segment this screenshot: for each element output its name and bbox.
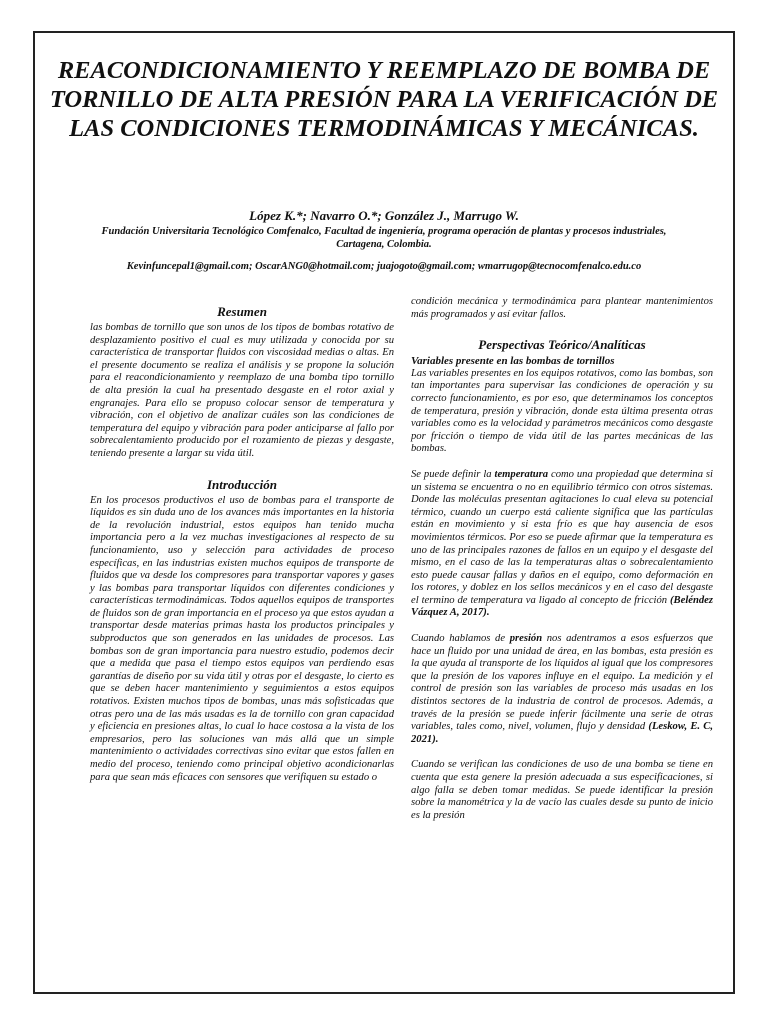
paragraph-temperatura <box>411 469 713 620</box>
perspectivas-heading: Perspectivas Teórico/Analíticas <box>478 337 646 353</box>
citation: (Leskow, E. C, 2021). <box>411 721 713 745</box>
text-span: como una propiedad que determina si un sistema se encuentra o no en equilibrio térmico con otros sistemas. Donde las moléculas presentan agitaciones lo cual eleva su potencial térmico, cuando un cuerpo está caliente significa que las partículas están en movimiento y si esta frío es que hay ausencia de esos movimientos térmicos. Por eso se puede afirmar que la temperatura es uno de las principales razones de fallos en un equipo y el desgaste del mismo, en el caso de las la temperaturas altas o sobrecalentamiento esto puede causar fallas y daños en el equipo, como deformación en los rotores, y doblez en los sellos mecánicos y en el caso del desgaste el termino de temperatura va ligado al concepto de fricción <box>411 468 713 606</box>
right-column <box>411 296 713 822</box>
text-span: Se puede definir la <box>411 468 495 480</box>
paragraph-presion <box>411 633 713 746</box>
left-column <box>90 304 394 784</box>
authors: López K.*; Navarro O.*; González J., Marrugo W. <box>249 208 519 223</box>
citation: (Beléndez Vázquez A, 2017). <box>411 594 713 619</box>
term-presion: presión <box>509 633 543 645</box>
author-emails: Kevinfuncepal1@gmail.com; OscarANG0@hotmail.com; juajogoto@gmail.com; wmarrugop@tecnocomfenalco.edu.co <box>126 261 642 272</box>
affiliation: Fundación Universitaria Tecnológico Comfenalco, Facultad de ingeniería, programa operación de plantas y procesos industriales, Cartagena, Colombia. <box>101 226 667 250</box>
text-span: nos adentramos a esos esfuerzos que hace un fluido por una unidad de área, en las bombas, esta presión es la que ayuda al transporte de los líquidos al igual que los compresores que la presión de los vapores influye en el equipo. La medición y el control de presión son las variables de proceso más usadas en los distintos sectores de la industria de control de procesos. Además, a través de la presión se puede inferir fácilmente una serie de otras variables, tales como, nivel, volumen, flujo y densidad <box>411 633 713 733</box>
variables-subheading: Variables presente en las bombas de tornillos <box>411 355 615 368</box>
paper-title: REACONDICIONAMIENTO Y REEMPLAZO DE BOMBA DE TORNILLO DE ALTA PRESIÓN PARA LA VERIFICACIÓN DE LAS CONDICIONES TERMODINÁMICAS Y MECÁNICAS. <box>49 57 719 142</box>
paragraph-variables: Las variables presentes en los equipos rotativos, como las bombas, son tan importantes para supervisar las condiciones de operación y su correcto funcionamiento, es por eso, que determinamos los conceptos de temperatura, presión y vibración, donde esta última presenta otras variables como es la velocidad y parámetros mecánicos como desgaste por fricción o tiempo de vida útil de las partes mecánicas de las bombas. <box>411 367 713 455</box>
text-span: Cuando hablamos de <box>411 633 510 645</box>
continuation-text: condición mecánica y termodinámica para plantear mantenimientos más programados y así evitar fallos. <box>411 296 713 320</box>
introduccion-text: En los procesos productivos el uso de bombas para el transporte de líquidos es sin duda uno de los avances más importantes en la historia de la revolución industrial, estos equipos han tenido mucha importancia pero a la vez muchas investigaciones al respecto de su funcionamiento, uso y selección para actividades de proceso específicas, en las industrias existen muchos equipos de transporte de fluidos que va desde los compresores para transportar vapores y gases y las bombas para transportar líquidos con diferentes condiciones y características termodinámicas. Todos aquellos equipos de transportes de fluidos son de gran importancia en el proceso ya que estos ayudan a transportar desde materias primas hasta los productos principales y subproductos que son generados en las unidades de procesos. Las bombas son de gran importancia para nuestro estudio, podemos decir que a medida que pasa el tiempo estos equipos van perdiendo esas garantías de diseño por su vida útil y otras por el desgaste, lo cierto es que se deben hacer mantenimiento y seguimientos a estos equipos rotativos. Existen muchos tipos de bombas, unas más sofisticadas que otras pero una de las más usadas es la de tornillo con gran capacidad y eficiencia en presiones altas, lo cual lo hace costosa a la vista de los empresarios, pero las soluciones van más allá que un simple mantenimiento o actividades correctivas sino evitar que estos fallen en medio del proceso, teniendo como principal objetivo acondicionarlas para que sean más eficaces con sensores que verifiquen su estado o <box>90 494 394 783</box>
resumen-text: las bombas de tornillo que son unos de los tipos de bombas rotativo de desplazamiento positivo el cual es muy utilizada y conocida por su característica de transportar fluidos con viscosidad medias o altas. En el presente documento se realiza el análisis y se propone la solución para el reacondicionamiento y reemplazo de una bomba tipo tornillo de alta presión la cual ha presentado desgaste en el rotor axial y engranajes. Para ello se propuso colocar sensor de temperatura y vibración, con el objetivo de analizar cuáles son las condiciones de temperatura del equipo y vibración para poder anticiparse al fallo por sobrecalentamiento producido por el rozamiento de piezas y desgaste, teniendo presente a largar su vida útil. <box>90 322 394 459</box>
introduccion-heading: Introducción <box>206 476 278 492</box>
paragraph-condiciones: Cuando se verifican las condiciones de uso de una bomba se tiene en cuenta que esta genere la presión adecuada a sus especificaciones, si algo falla se deben tomar medidas. Se puede identificar la presión sobre la manométrica y la de vacío las cuales desde su punto de inicio es la presión <box>411 759 713 821</box>
term-temperatura: temperatura <box>494 468 549 480</box>
resumen-heading: Resumen <box>217 304 267 319</box>
